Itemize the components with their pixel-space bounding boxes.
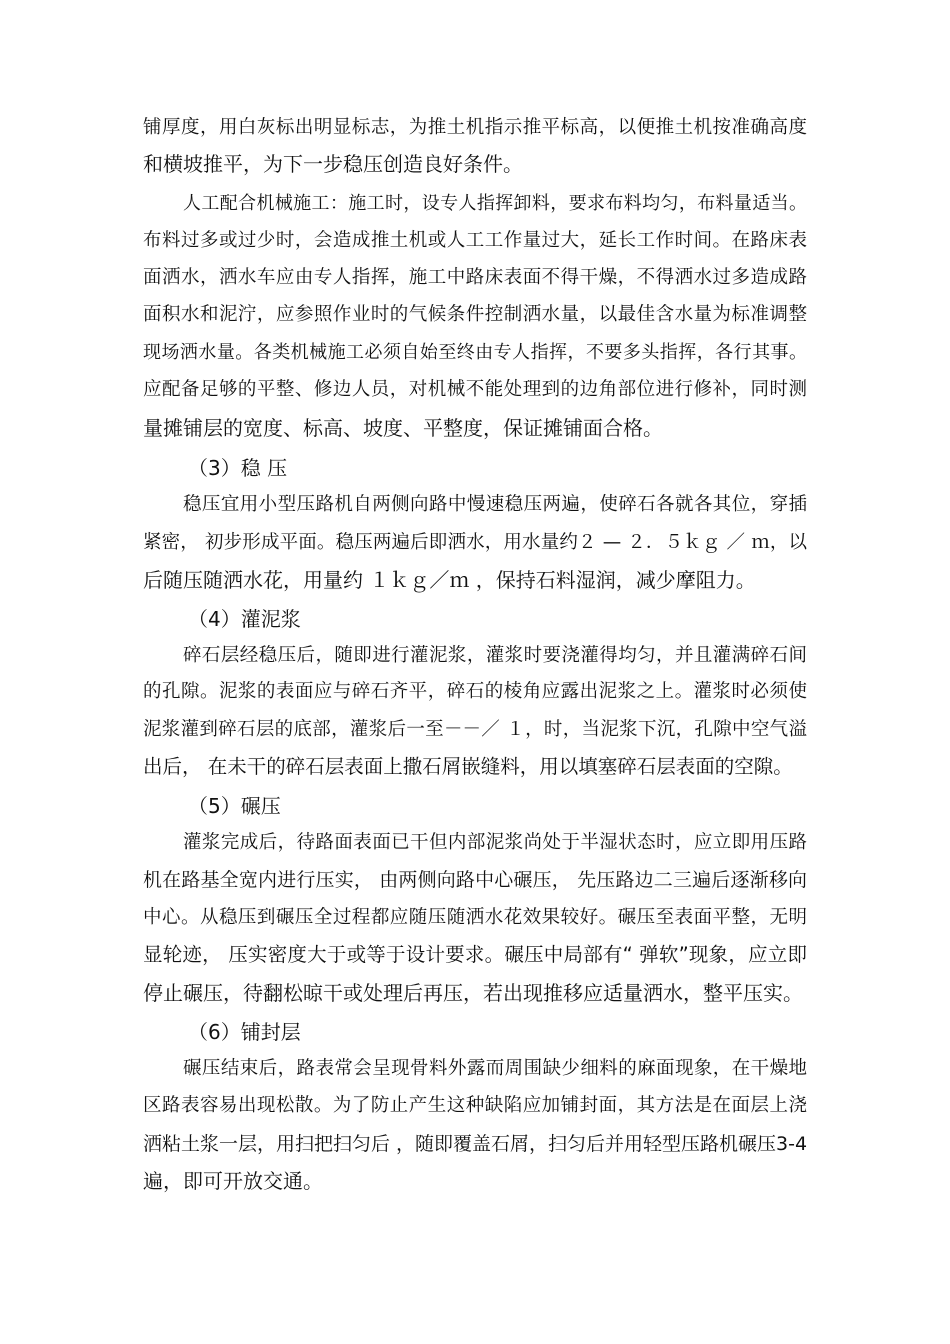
section-heading-5: （5）碾压 [188, 794, 281, 818]
text-line-1: 铺厚度，用白灰标出明显标志，为推土机指示推平标高，以便推土机按准确高度 [143, 117, 807, 138]
text-line-5: 面洒水，洒水车应由专人指挥，施工中路床表面不得干燥，不得洒水过多造成路 [143, 267, 807, 288]
text-line-3: 人工配合机械施工：施工时，设专人指挥卸料，要求布料均匀，布料量适当。 [183, 193, 807, 214]
section-heading-4: （4）灌泥浆 [188, 607, 301, 631]
text-line-24: 停止碾压，待翻松晾干或处理后再压，若出现推移应适量洒水，整平压实。 [143, 981, 803, 1005]
text-line-26: 碾压结束后，路表常会呈现骨料外露而周围缺少细料的麻面现象，在干燥地 [183, 1058, 807, 1079]
text-line-7: 现场洒水量。各类机械施工必须自始至终由专人指挥，不要多头指挥，各行其事。 [143, 342, 807, 363]
text-line-18: 出后， 在未干的碎石层表面上撒石屑嵌缝料，用以填塞碎石层表面的空隙。 [143, 755, 793, 778]
text-line-2: 和横坡推平，为下一步稳压创造良好条件。 [143, 152, 523, 176]
text-line-20: 灌浆完成后，待路面表面已干但内部泥浆尚处于半湿状态时，应立即用压路 [183, 832, 807, 853]
text-line-13: 后随压随洒水花，用量约 １ｋｇ／ｍ ，保持石料湿润，减少摩阻力。 [143, 568, 756, 592]
text-line-9: 量摊铺层的宽度、标高、坡度、平整度，保证摊铺面合格。 [143, 416, 663, 440]
text-line-21: 机在路基全宽内进行压实， 由两侧向路中心碾压， 先压路边二三遍后逐渐移向 [143, 869, 807, 891]
text-line-16: 的孔隙。泥浆的表面应与碎石齐平，碎石的棱角应露出泥浆之上。灌浆时必须使 [143, 681, 807, 702]
section-heading-6: （6）铺封层 [188, 1020, 301, 1044]
text-line-12: 紧密， 初步形成平面。稳压两遍后即洒水，用水量约２ — ２．５ｋｇ ／ ｍ，以 [143, 532, 807, 553]
text-line-15: 碎石层经稳压后，随即进行灌泥浆，灌浆时要浇灌得均匀，并且灌满碎石间 [183, 645, 807, 666]
text-line-8: 应配备足够的平整、修边人员，对机械不能处理到的边角部位进行修补，同时测 [143, 379, 807, 400]
text-line-11: 稳压宜用小型压路机自两侧向路中慢速稳压两遍，使碎石各就各其位，穿插 [183, 494, 807, 515]
text-line-6: 面积水和泥泞，应参照作业时的气候条件控制洒水量，以最佳含水量为标准调整 [143, 304, 807, 325]
text-line-27: 区路表容易出现松散。为了防止产生这种缺陷应加铺封面，其方法是在面层上浇 [143, 1095, 807, 1116]
text-line-17: 泥浆灌到碎石层的底部，灌浆后一至－－／ １，时，当泥浆下沉，孔隙中空气溢 [143, 719, 807, 740]
text-line-29: 遍，即可开放交通。 [143, 1169, 323, 1193]
text-line-22: 中心。从稳压到碾压全过程都应随压随洒水花效果较好。碾压至表面平整，无明 [143, 907, 807, 928]
text-line-28: 洒粘土浆一层，用扫把扫匀后 ，随即覆盖石屑，扫匀后并用轻型压路机碾压3-4 [143, 1133, 807, 1155]
text-line-23: 显轮迹， 压实密度大于或等于设计要求。碾压中局部有“ 弹软”现象，应立即 [143, 943, 807, 966]
section-heading-3: （3）稳 压 [188, 456, 288, 480]
text-line-4: 布料过多或过少时，会造成推土机或人工工作量过大，延长工作时间。在路床表 [143, 230, 807, 251]
